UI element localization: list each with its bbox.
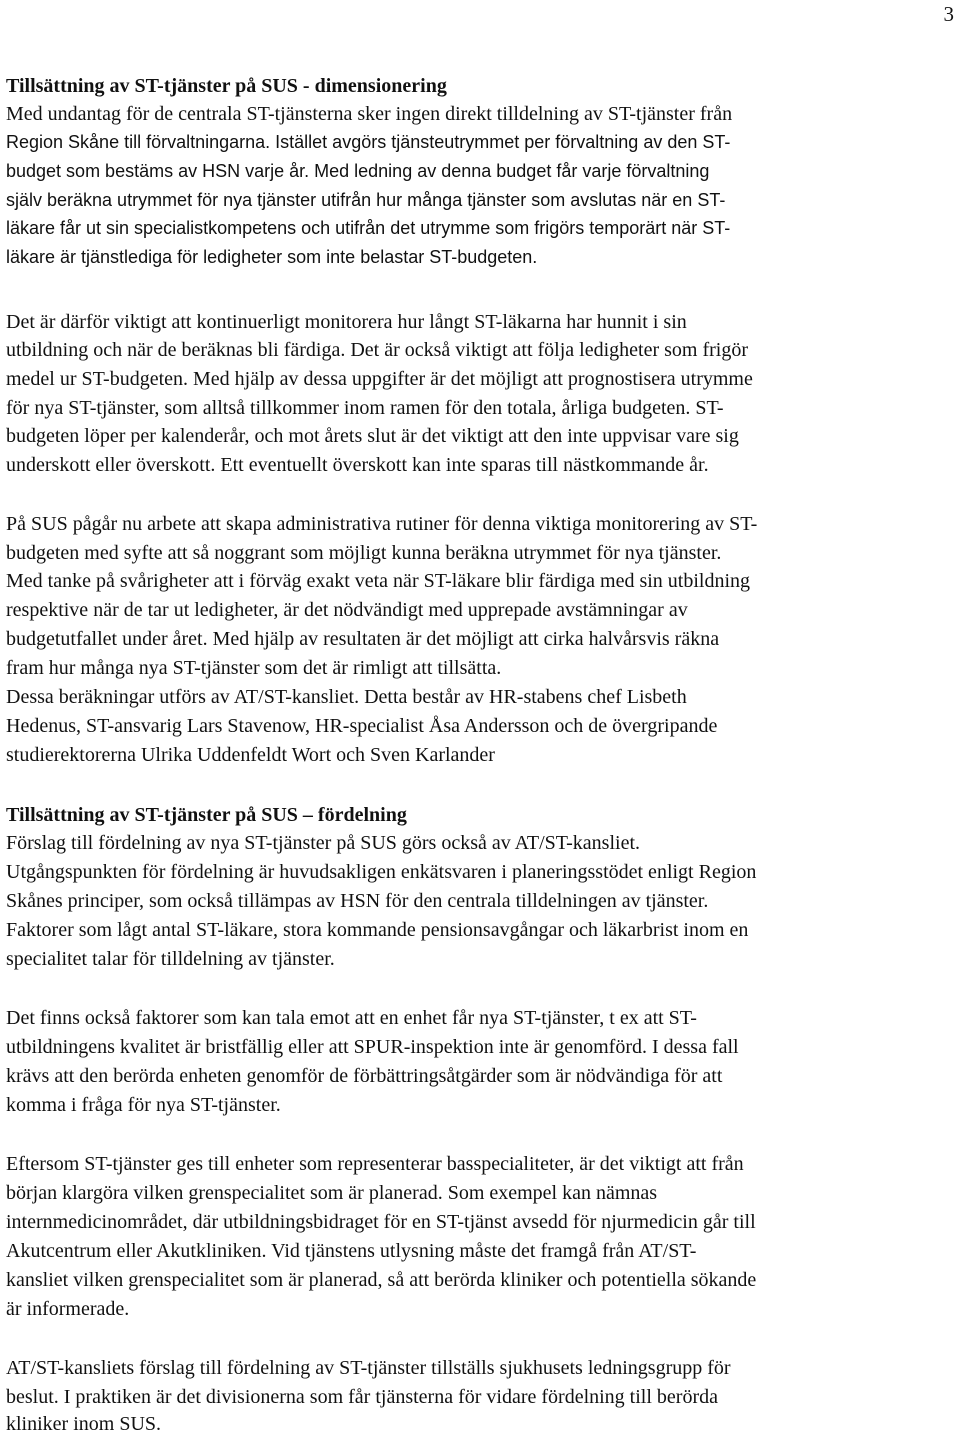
text-line: utbildning och när de beräknas bli färdiga. Det är också viktigt att följa ledigheter som frigör (6, 339, 748, 361)
text-line: komma i fråga för nya ST-tjänster. (6, 1094, 281, 1116)
text-line: beslut. I praktiken är det divisionerna som får tjänsterna för vidare fördelning till berörda (6, 1386, 718, 1408)
text-line: Eftersom ST-tjänster ges till enheter som representerar basspecialiteter, är det viktigt att från (6, 1153, 744, 1175)
text-line: På SUS pågår nu arbete att skapa administrativa rutiner för denna viktiga monitorering av ST- (6, 513, 758, 535)
text-line: Det är därför viktigt att kontinuerligt monitorera hur långt ST-läkarna har hunnit i sin (6, 311, 687, 333)
text-line: för nya ST-tjänster, som alltså tillkommer inom ramen för den totala, årliga budgeten. ST- (6, 397, 724, 419)
text-line: Med tanke på svårigheter att i förväg exakt veta när ST-läkare blir färdiga med sin utbildning (6, 570, 751, 592)
text-line: Region Skåne till förvaltningarna. Istället avgörs tjänsteutrymmet per förvaltning av den ST- (6, 132, 731, 152)
text-line: AT/ST-kansliets förslag till fördelning av ST-tjänster tillställs sjukhusets ledningsgrupp för (6, 1357, 731, 1379)
text-line: läkare får ut sin specialistkompetens och utifrån det utrymme som frigörs temporärt när ST- (6, 218, 731, 238)
section-heading-fordelning: Tillsättning av ST-tjänster på SUS – fördelning (6, 804, 407, 826)
text-line: kansliet vilken grenspecialitet som är planerad, så att berörda kliniker och potentiella sökande (6, 1269, 757, 1291)
text-line: respektive när de tar ut ledigheter, är det nödvändigt med upprepade avstämningar av (6, 599, 688, 621)
text-line: studierektorerna Ulrika Uddenfeldt Wort och Sven Karlander (6, 744, 495, 766)
text-line: underskott eller överskott. Ett eventuellt överskott kan inte sparas till nästkommande år. (6, 454, 709, 476)
page-number: 3 (943, 2, 954, 26)
text-line: är informerade. (6, 1298, 130, 1320)
text-line: läkare är tjänstlediga för ledigheter som inte belastar ST-budgeten. (6, 247, 538, 267)
text-line: medel ur ST-budgeten. Med hjälp av dessa uppgifter är det möjligt att prognostisera utrymme (6, 368, 753, 390)
text-line: budget som bestäms av HSN varje år. Med ledning av denna budget får varje förvaltning (6, 161, 710, 181)
text-line: Det finns också faktorer som kan tala emot att en enhet får nya ST-tjänster, t ex att ST- (6, 1007, 697, 1029)
text-line: specialitet talar för tilldelning av tjänster. (6, 948, 335, 970)
text-line: Dessa beräkningar utförs av AT/ST-kansliet. Detta består av HR-stabens chef Lisbeth (6, 686, 687, 708)
text-line: själv beräkna utrymmet för nya tjänster utifrån hur många tjänster som avslutas när en ST- (6, 190, 726, 210)
section-heading-dimensionering: Tillsättning av ST-tjänster på SUS - dimensionering (6, 75, 447, 97)
text-line: budgeten med syfte att så noggrant som möjligt kunna beräkna utrymmet för nya tjänster. (6, 542, 722, 564)
text-line: utbildningens kvalitet är bristfällig eller att SPUR-inspektion inte är genomförd. I dessa fall (6, 1036, 739, 1058)
text-line: fram hur många nya ST-tjänster som det är rimligt att tillsätta. (6, 657, 502, 679)
text-line: Förslag till fördelning av nya ST-tjänster på SUS görs också av AT/ST-kansliet. (6, 832, 641, 854)
text-line: Utgångspunkten för fördelning är huvudsakligen enkätsvaren i planeringsstödet enligt Region (6, 861, 757, 883)
text-line: början klargöra vilken grenspecialitet som är planerad. Som exempel kan nämnas (6, 1182, 658, 1204)
text-line: krävs att den berörda enheten genomför de förbättringsåtgärder som är nödvändiga för att (6, 1065, 723, 1087)
text-line: Skånes principer, som också tillämpas av HSN för den centrala tilldelningen av tjänster. (6, 890, 709, 912)
text-line: budgetutfallet under året. Med hjälp av resultaten är det möjligt att cirka halvårsvis räkna (6, 628, 720, 650)
text-line: Med undantag för de centrala ST-tjänsterna sker ingen direkt tilldelning av ST-tjänster från (6, 103, 733, 125)
text-line: Hedenus, ST-ansvarig Lars Stavenow, HR-specialist Åsa Andersson och de övergripande (6, 715, 718, 737)
text-line: kliniker inom SUS. (6, 1413, 162, 1435)
text-line: internmedicinområdet, där utbildningsbidraget för en ST-tjänst avsedd för njurmedicin går till (6, 1211, 756, 1233)
text-line: Akutcentrum eller Akutkliniken. Vid tjänstens utlysning måste det framgå från AT/ST- (6, 1240, 697, 1262)
text-line: budgeten löper per kalenderår, och mot årets slut är det viktigt att den inte uppvisar vare sig (6, 425, 739, 447)
text-line: Faktorer som lågt antal ST-läkare, stora kommande pensionsavgångar och läkarbrist inom en (6, 919, 749, 941)
